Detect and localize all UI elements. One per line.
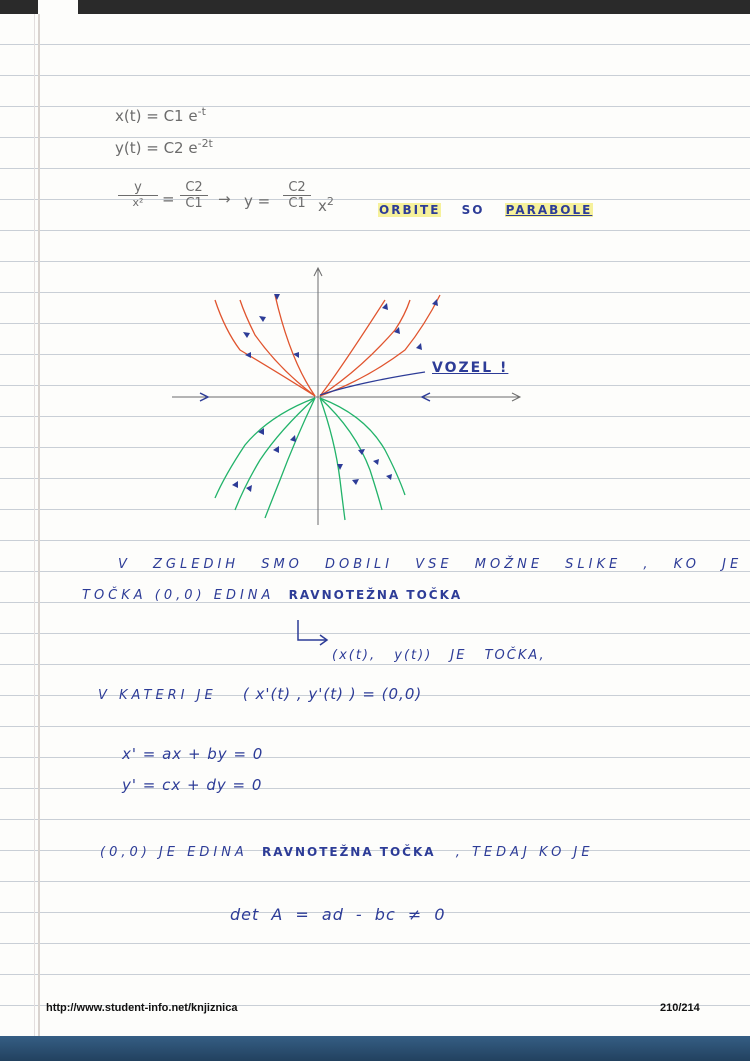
phase-portrait [160,240,540,540]
margin-line-secondary [34,14,35,1044]
eq-sign: = [162,190,175,208]
text-line-1: V ZGLEDIH SMO DOBILI VSE MOŽNE SLIKE , KO JE [118,557,743,572]
scan-top-edge [0,0,750,14]
vozel-pointer [320,372,425,395]
text-line-5: (0,0) JE EDINA RAVNOTEŽNA TOČKA , TEDAJ KO JE [100,845,594,860]
ratio-fraction: y x² [118,180,158,209]
scan-bottom-edge [0,1036,750,1061]
footer-url[interactable]: http://www.student-info.net/knjiznica [46,1002,238,1014]
eq-y-t: y(t) = C2 $e^{-2t}$ [115,137,213,157]
page-counter: 210/214 [660,1002,700,1014]
text-line-3: (x(t), y(t)) JE TOČKA, [332,648,546,663]
red-orbits [215,295,440,396]
margin-line [38,14,40,1044]
orbite-label: ORBITE SO PARABOLE [379,203,593,217]
x-squared: $x^2$ [318,195,334,215]
vozel-label: VOZEL ! [432,360,509,376]
y-equals: y = [244,192,271,210]
text-line-2: TOČKA (0,0) EDINA RAVNOTEŽNA TOČKA [82,588,463,603]
c-fraction: C2 C1 [180,180,208,211]
c-fraction-2: C2 C1 [283,180,311,211]
eq-x-t: x(t) = C1 $e^{-t}$ [115,105,206,125]
text-line-4: V KATERI JE ( x'(t) , y'(t) ) = (0,0) [98,685,423,703]
hook-arrow [292,618,332,648]
eq-x-prime: x' = ax + by = 0 [122,745,264,763]
green-orbits [215,398,405,520]
eq-y-prime: y' = cx + dy = 0 [122,776,263,794]
det-condition: det A = ad - bc ≠ 0 [230,905,446,924]
implies-arrow: → [218,190,231,208]
